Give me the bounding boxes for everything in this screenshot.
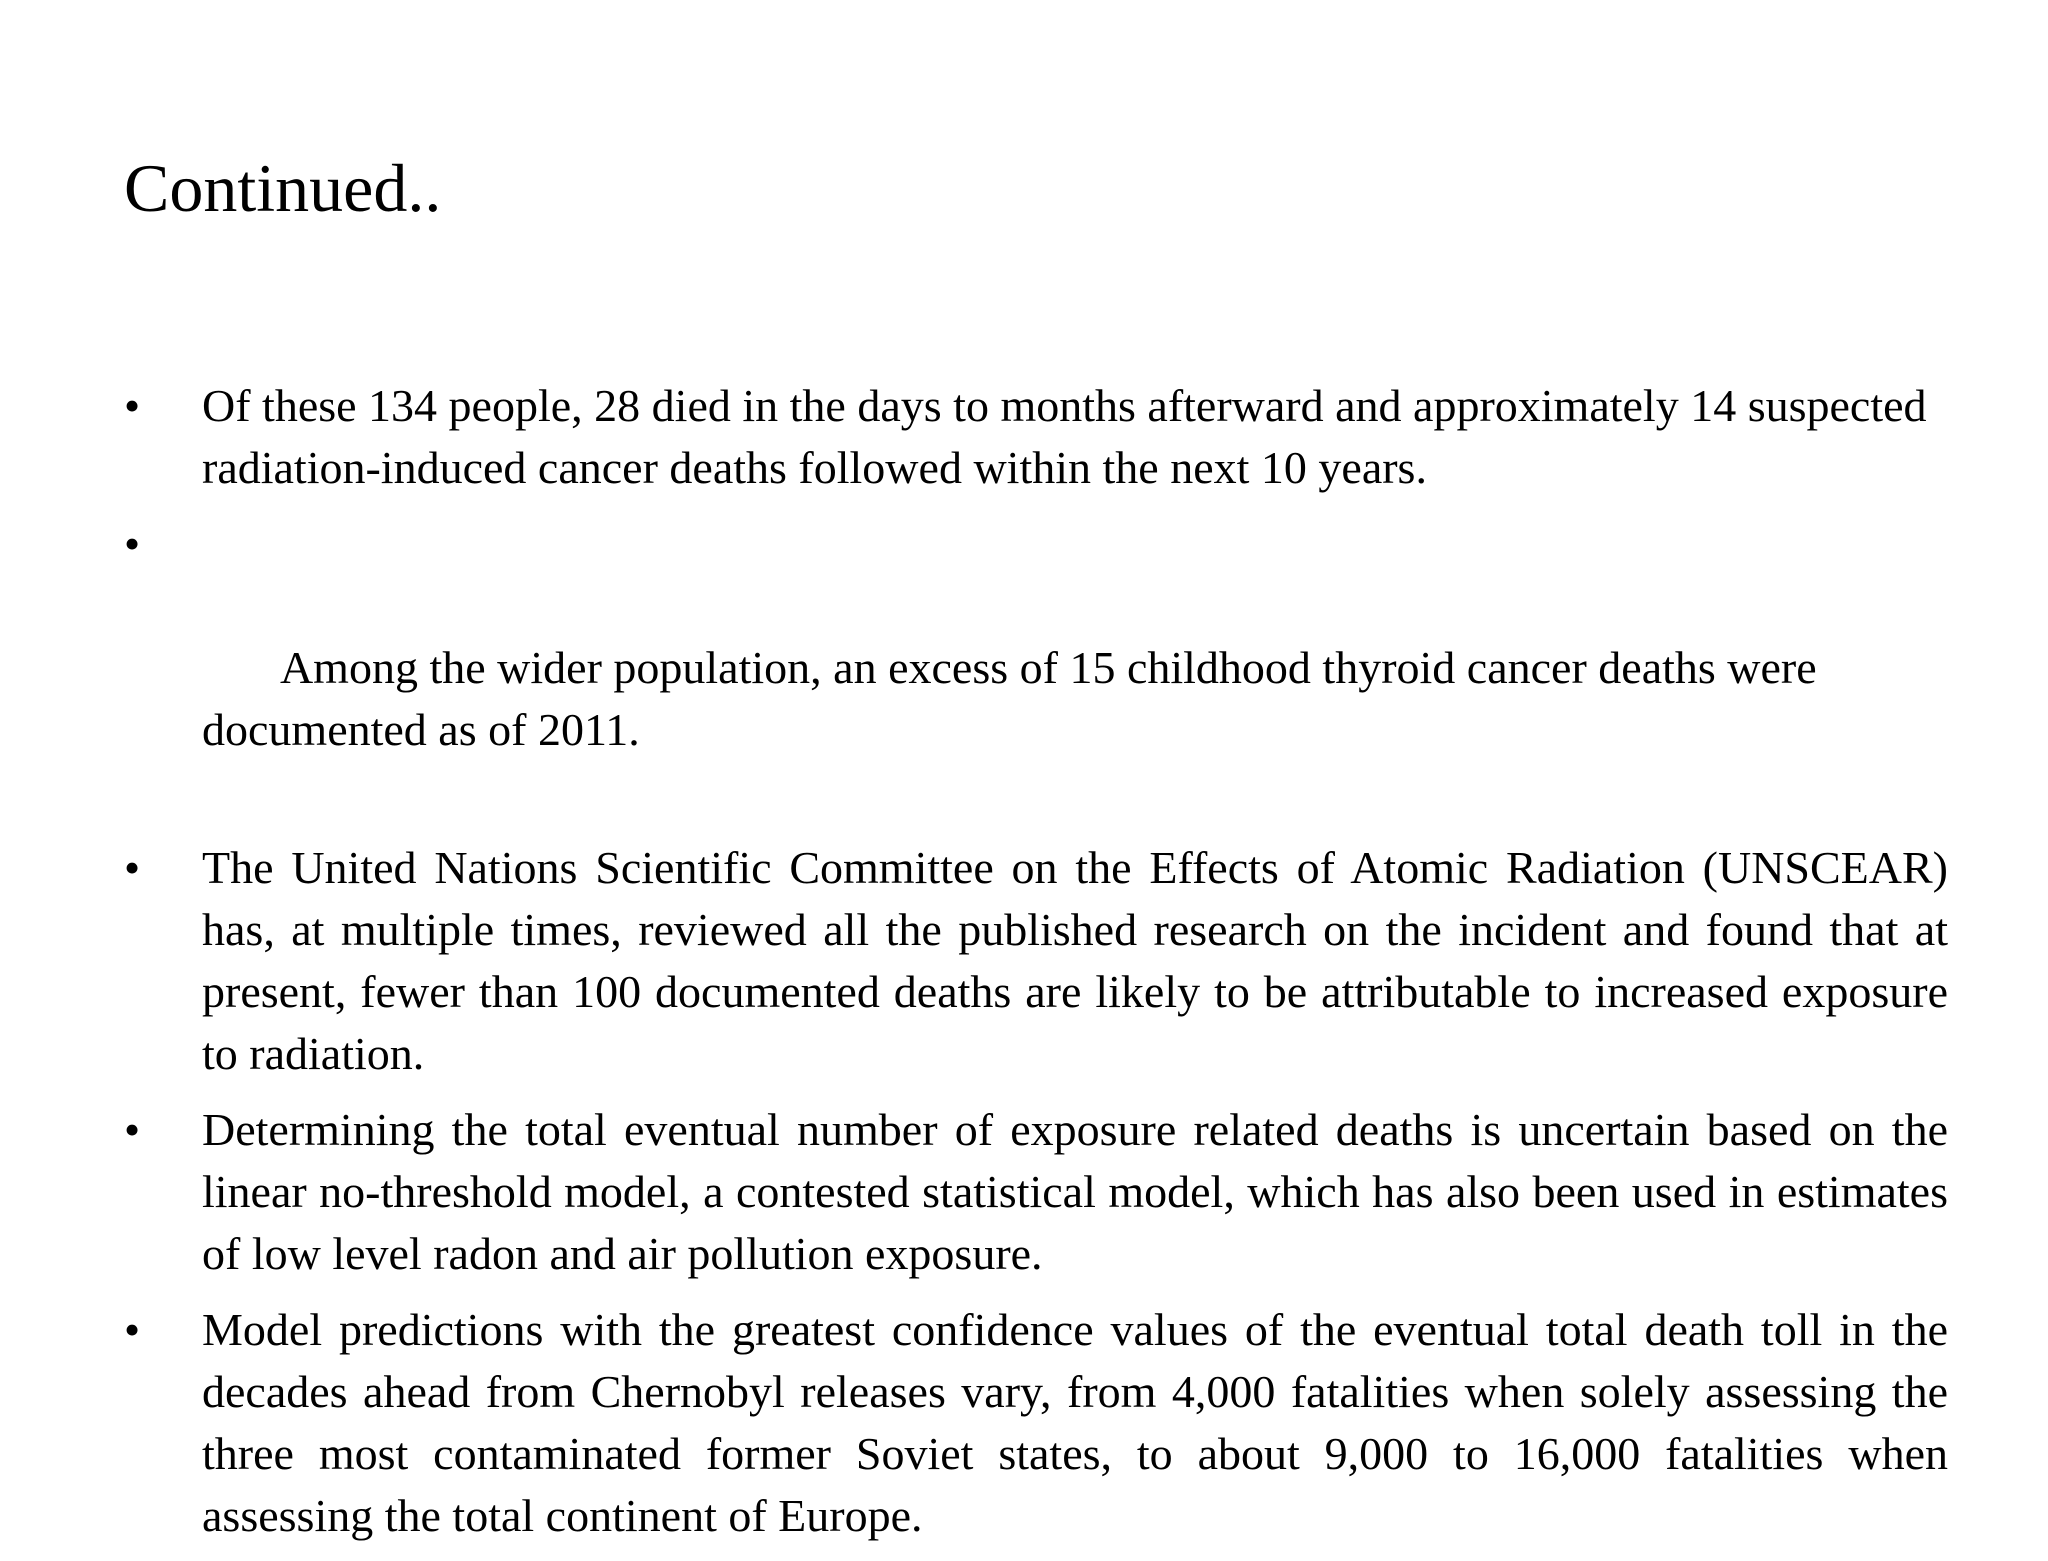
bullet-icon: •	[124, 518, 141, 569]
bullet-item	[124, 375, 1948, 499]
bullet-item	[124, 1099, 1948, 1285]
bullet-text: The United Nations Scientific Committee on the Effects of Atomic Radiation (UNSCEAR) has, at multiple times, reviewed all the published research on the incident and found that at present, fewer than 100 documented deaths are likely to be attributable to increased exposure to radiation.	[202, 842, 1948, 1079]
slide-title: Continued..	[124, 150, 442, 226]
bullet-icon: •	[124, 1104, 141, 1155]
bullet-list	[124, 375, 1948, 1561]
bullet-item	[124, 1299, 1948, 1547]
bullet-item	[124, 513, 1948, 823]
bullet-icon: •	[124, 842, 141, 893]
bullet-text: Of these 134 people, 28 died in the days to months afterward and approximately 14 suspected radiation-induced cancer deaths followed within the next 10 years.	[202, 380, 1927, 493]
bullet-icon: •	[124, 380, 141, 431]
bullet-text: Among the wider population, an excess of 15 childhood thyroid cancer deaths were documented as of 2011.	[202, 642, 1829, 755]
bullet-icon: •	[124, 1304, 141, 1355]
bullet-text: Determining the total eventual number of exposure related deaths is uncertain based on the linear no-threshold model, a contested statistical model, which has also been used in estimates of low level radon and air pollution exposure.	[202, 1104, 1948, 1279]
bullet-item	[124, 837, 1948, 1085]
bullet-text: Model predictions with the greatest confidence values of the eventual total death toll in the decades ahead from Chernobyl releases vary, from 4,000 fatalities when solely assessing the three most contaminated former Soviet states, to about 9,000 to 16,000 fatalities when assessing the total continent of Europe.	[202, 1304, 1948, 1541]
